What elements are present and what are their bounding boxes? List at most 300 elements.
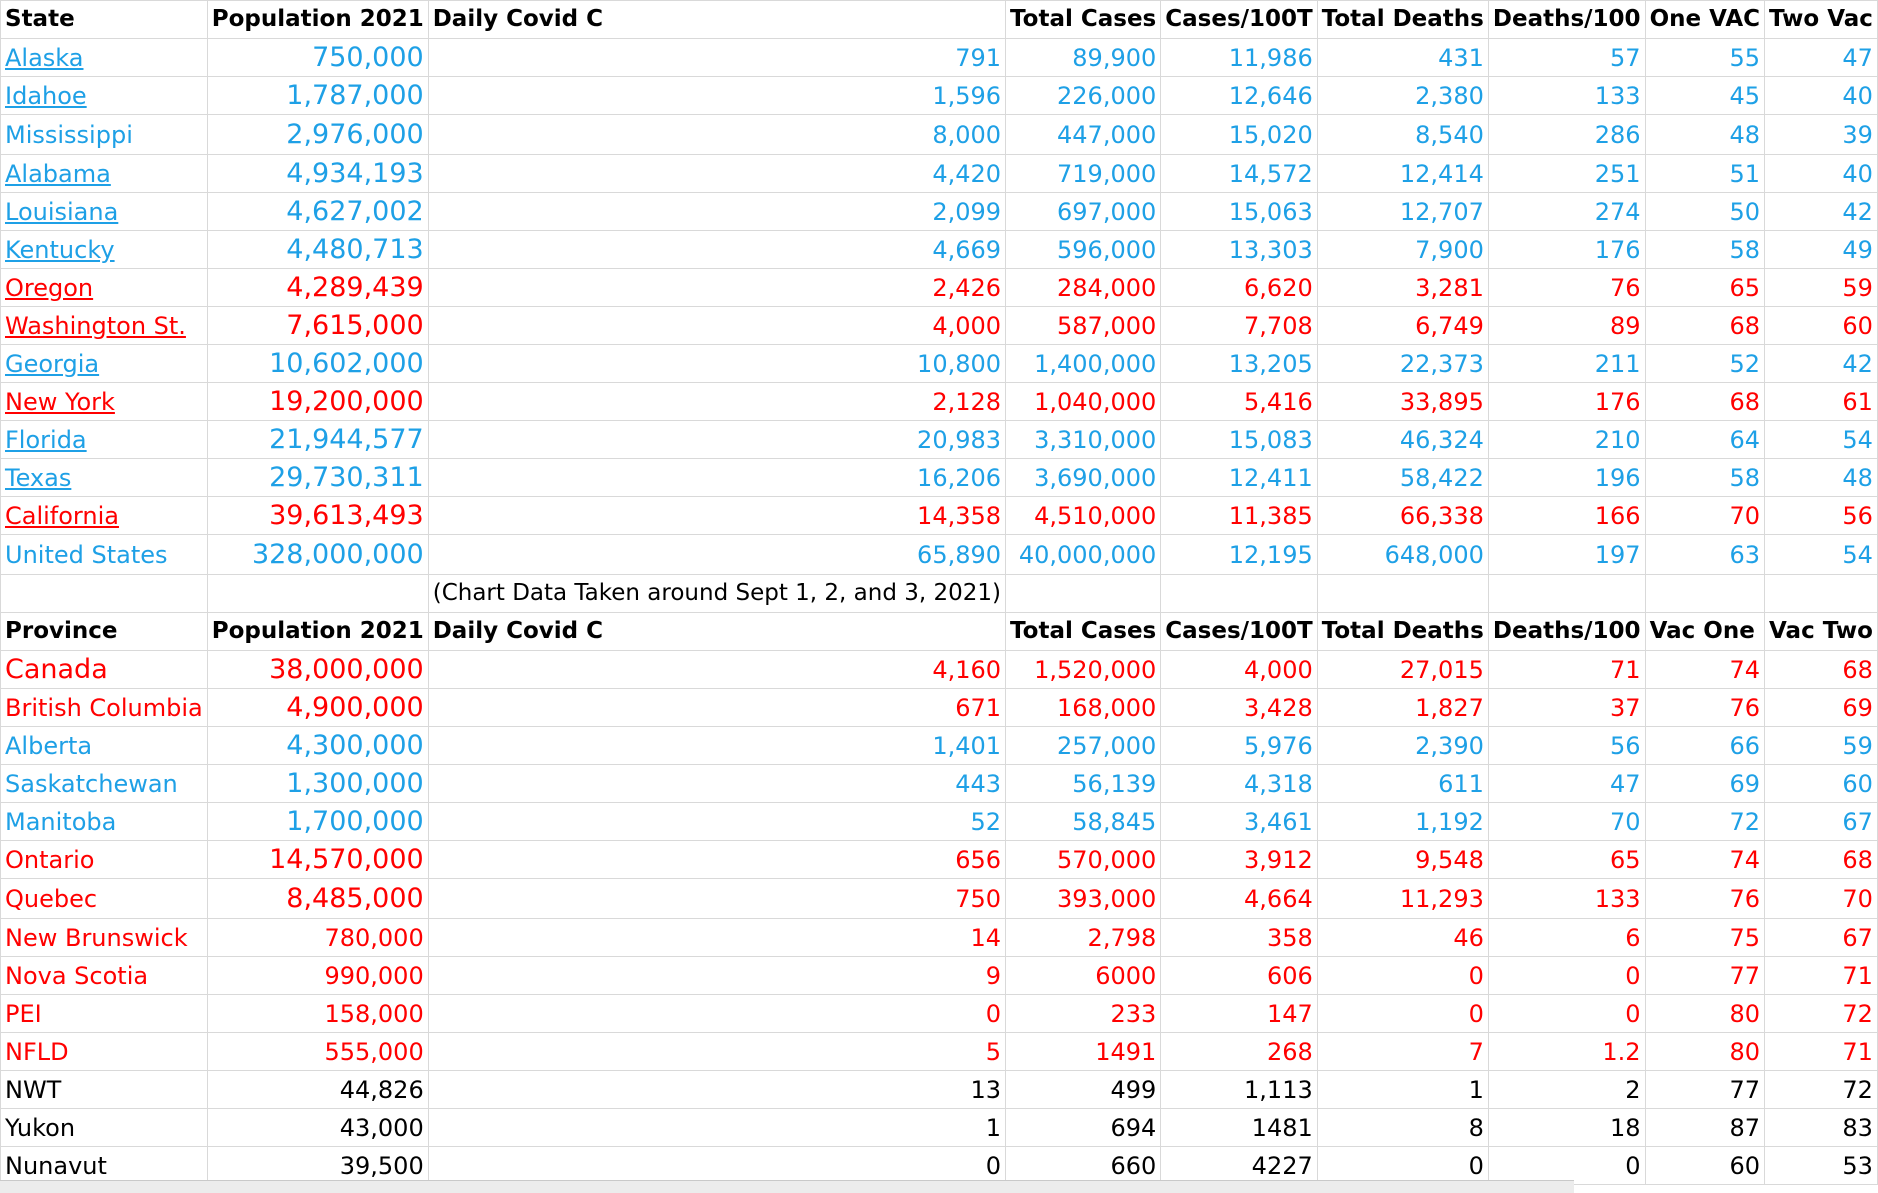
table-cell[interactable]: 555,000 [207,1033,428,1071]
table-cell[interactable]: 49 [1765,231,1878,269]
table-cell[interactable]: 210 [1488,421,1645,459]
table-cell[interactable]: 14,358 [428,497,1005,535]
table-cell[interactable]: 10,602,000 [207,345,428,383]
table-cell[interactable]: 0 [1488,957,1645,995]
empty-cell[interactable] [1006,575,1161,613]
table-cell[interactable]: 611 [1317,765,1488,803]
table-cell[interactable]: 12,411 [1161,459,1317,497]
table-cell[interactable]: 54 [1765,535,1878,575]
data-date-note[interactable]: (Chart Data Taken around Sept 1, 2, and 3, 2021) [428,575,1005,613]
column-header[interactable]: Total Cases [1006,1,1161,39]
table-cell[interactable]: 211 [1488,345,1645,383]
table-cell[interactable]: 431 [1317,39,1488,77]
table-cell[interactable]: 58 [1645,231,1764,269]
table-cell[interactable]: 67 [1765,803,1878,841]
column-header[interactable]: Total Deaths [1317,1,1488,39]
table-cell[interactable]: 89,900 [1006,39,1161,77]
table-cell[interactable]: 76 [1645,689,1764,727]
table-cell[interactable]: 656 [428,841,1005,879]
table-row [1,879,1878,919]
table-cell[interactable]: 791 [428,39,1005,77]
table-cell[interactable]: 42 [1765,193,1878,231]
table-cell[interactable]: 1,787,000 [207,77,428,115]
state-link[interactable]: Louisiana [1,193,208,231]
row-label[interactable]: Alberta [1,727,208,765]
table-cell[interactable]: 77 [1645,957,1764,995]
table-cell[interactable]: 13,303 [1161,231,1317,269]
table-cell[interactable]: 133 [1488,879,1645,919]
table-cell[interactable]: 3,310,000 [1006,421,1161,459]
table-cell[interactable]: 70 [1488,803,1645,841]
empty-cell[interactable] [1,575,208,613]
table-cell[interactable]: 14,572 [1161,155,1317,193]
table-cell[interactable]: 39,613,493 [207,497,428,535]
horizontal-scrollbar[interactable] [0,1180,1574,1193]
table-cell[interactable]: 268 [1161,1033,1317,1071]
table-cell[interactable]: 54 [1765,421,1878,459]
row-label[interactable]: Mississippi [1,115,208,155]
table-cell[interactable]: 0 [428,1147,1005,1185]
state-link[interactable]: Kentucky [1,231,208,269]
table-cell[interactable]: 87 [1645,1109,1764,1147]
column-header[interactable]: Two Vac [1765,1,1878,39]
table-cell[interactable]: 59 [1765,727,1878,765]
table-cell[interactable]: 39,500 [207,1147,428,1185]
table-cell[interactable]: 59 [1765,269,1878,307]
table-cell[interactable]: 393,000 [1006,879,1161,919]
state-link[interactable]: Oregon [1,269,208,307]
table-cell[interactable]: 58 [1645,459,1764,497]
table-row [1,231,1878,269]
table-cell[interactable]: 7,708 [1161,307,1317,345]
table-cell[interactable]: 71 [1765,957,1878,995]
table-cell[interactable]: 4,664 [1161,879,1317,919]
table-cell[interactable]: 18 [1488,1109,1645,1147]
column-header[interactable]: Vac Two [1765,613,1878,651]
table-row [1,383,1878,421]
table-cell[interactable]: 60 [1645,1147,1764,1185]
table-cell[interactable]: 20,983 [428,421,1005,459]
table-cell[interactable]: 15,083 [1161,421,1317,459]
row-label[interactable]: New Brunswick [1,919,208,957]
table-cell[interactable]: 286 [1488,115,1645,155]
empty-cell[interactable] [1645,575,1764,613]
table-cell[interactable]: 80 [1645,1033,1764,1071]
table-cell[interactable]: 5,416 [1161,383,1317,421]
table-cell[interactable]: 60 [1765,307,1878,345]
table-cell[interactable]: 8,485,000 [207,879,428,919]
table-cell[interactable]: 147 [1161,995,1317,1033]
table-cell[interactable]: 71 [1765,1033,1878,1071]
table-cell[interactable]: 4,900,000 [207,689,428,727]
table-cell[interactable]: 1,401 [428,727,1005,765]
table-cell[interactable]: 43,000 [207,1109,428,1147]
table-row [1,269,1878,307]
row-label[interactable]: Canada [1,651,208,689]
table-row [1,727,1878,765]
table-cell[interactable]: 44,826 [207,1071,428,1109]
table-cell[interactable]: 65 [1645,269,1764,307]
table-cell[interactable]: 750 [428,879,1005,919]
table-cell[interactable]: 56,139 [1006,765,1161,803]
table-row [1,459,1878,497]
table-cell[interactable]: 7,900 [1317,231,1488,269]
table-cell[interactable]: 15,020 [1161,115,1317,155]
table-cell[interactable]: 1 [428,1109,1005,1147]
row-label[interactable]: Quebec [1,879,208,919]
table-cell[interactable]: 10,800 [428,345,1005,383]
table-cell[interactable]: 75 [1645,919,1764,957]
table-cell[interactable]: 65 [1488,841,1645,879]
table-cell[interactable]: 70 [1645,497,1764,535]
table-cell[interactable]: 33,895 [1317,383,1488,421]
table-cell[interactable]: 66 [1645,727,1764,765]
column-header[interactable]: Daily Covid C [428,613,1005,651]
table-cell[interactable]: 1,400,000 [1006,345,1161,383]
table-cell[interactable]: 65,890 [428,535,1005,575]
state-link[interactable]: California [1,497,208,535]
table-cell[interactable]: 80 [1645,995,1764,1033]
table-cell[interactable]: 70 [1765,879,1878,919]
column-header[interactable]: State [1,1,208,39]
table-cell[interactable]: 68 [1765,651,1878,689]
table-cell[interactable]: 69 [1765,689,1878,727]
table-cell[interactable]: 233 [1006,995,1161,1033]
table-cell[interactable]: 19,200,000 [207,383,428,421]
table-cell[interactable]: 4,289,439 [207,269,428,307]
table-cell[interactable]: 4227 [1161,1147,1317,1185]
table-cell[interactable]: 257,000 [1006,727,1161,765]
state-link[interactable]: Alaska [1,39,208,77]
table-cell[interactable]: 697,000 [1006,193,1161,231]
table-cell[interactable]: 45 [1645,77,1764,115]
table-row [1,1033,1878,1071]
table-row [1,1147,1878,1185]
column-header[interactable]: Deaths/100 [1488,1,1645,39]
table-cell[interactable]: 56 [1765,497,1878,535]
table-cell[interactable]: 77 [1645,1071,1764,1109]
table-cell[interactable]: 12,707 [1317,193,1488,231]
row-label[interactable]: Ontario [1,841,208,879]
table-cell[interactable]: 6,620 [1161,269,1317,307]
table-cell[interactable]: 358 [1161,919,1317,957]
table-cell[interactable]: 74 [1645,651,1764,689]
table-cell[interactable]: 133 [1488,77,1645,115]
table-cell[interactable]: 40 [1765,155,1878,193]
empty-cell[interactable] [1161,575,1317,613]
table-cell[interactable]: 8,540 [1317,115,1488,155]
table-row [1,497,1878,535]
table-cell[interactable]: 29,730,311 [207,459,428,497]
row-label[interactable]: Saskatchewan [1,765,208,803]
table-cell[interactable]: 3,461 [1161,803,1317,841]
table-cell[interactable]: 648,000 [1317,535,1488,575]
table-cell[interactable]: 39 [1765,115,1878,155]
table-cell[interactable]: 328,000,000 [207,535,428,575]
table-row [1,1071,1878,1109]
table-cell[interactable]: 0 [1317,1147,1488,1185]
table-cell[interactable]: 52 [428,803,1005,841]
table-cell[interactable]: 13,205 [1161,345,1317,383]
table-cell[interactable]: 13 [428,1071,1005,1109]
header-row [1,613,1878,651]
table-row [1,689,1878,727]
table-cell[interactable]: 5,976 [1161,727,1317,765]
table-cell[interactable]: 8,000 [428,115,1005,155]
table-cell[interactable]: 56 [1488,727,1645,765]
table-cell[interactable]: 2,976,000 [207,115,428,155]
table-cell[interactable]: 64 [1645,421,1764,459]
table-cell[interactable]: 53 [1765,1147,1878,1185]
table-cell[interactable]: 14 [428,919,1005,957]
state-link[interactable]: Florida [1,421,208,459]
column-header[interactable]: Population 2021 [207,1,428,39]
table-cell[interactable]: 51 [1645,155,1764,193]
table-cell[interactable]: 57 [1488,39,1645,77]
table-cell[interactable]: 58,422 [1317,459,1488,497]
table-cell[interactable]: 2,798 [1006,919,1161,957]
table-cell[interactable]: 0 [1488,1147,1645,1185]
row-label[interactable]: Yukon [1,1109,208,1147]
table-cell[interactable]: 1,596 [428,77,1005,115]
table-cell[interactable]: 48 [1645,115,1764,155]
table-cell[interactable]: 76 [1488,269,1645,307]
table-cell[interactable]: 284,000 [1006,269,1161,307]
table-cell[interactable]: 60 [1765,765,1878,803]
table-cell[interactable]: 2,390 [1317,727,1488,765]
table-cell[interactable]: 40,000,000 [1006,535,1161,575]
table-row [1,39,1878,77]
table-cell[interactable]: 89 [1488,307,1645,345]
table-cell[interactable]: 0 [1488,995,1645,1033]
column-header[interactable]: Population 2021 [207,613,428,651]
table-cell[interactable]: 4,160 [428,651,1005,689]
table-cell[interactable]: 76 [1645,879,1764,919]
table-cell[interactable]: 4,420 [428,155,1005,193]
table-cell[interactable]: 1,300,000 [207,765,428,803]
table-cell[interactable]: 671 [428,689,1005,727]
table-cell[interactable]: 69 [1645,765,1764,803]
column-header[interactable]: Daily Covid C [428,1,1005,39]
table-cell[interactable]: 9,548 [1317,841,1488,879]
table-cell[interactable]: 72 [1765,1071,1878,1109]
column-header[interactable]: Cases/100T [1161,1,1317,39]
table-cell[interactable]: 0 [428,995,1005,1033]
empty-cell[interactable] [1488,575,1645,613]
table-cell[interactable]: 1,040,000 [1006,383,1161,421]
table-cell[interactable]: 72 [1765,995,1878,1033]
table-cell[interactable]: 71 [1488,651,1645,689]
table-cell[interactable]: 990,000 [207,957,428,995]
table-cell[interactable]: 3,690,000 [1006,459,1161,497]
table-cell[interactable]: 11,986 [1161,39,1317,77]
table-cell[interactable]: 50 [1645,193,1764,231]
table-cell[interactable]: 11,385 [1161,497,1317,535]
table-cell[interactable]: 68 [1645,383,1764,421]
table-cell[interactable]: 750,000 [207,39,428,77]
table-cell[interactable]: 8 [1317,1109,1488,1147]
table-cell[interactable]: 2,099 [428,193,1005,231]
table-cell[interactable]: 52 [1645,345,1764,383]
table-cell[interactable]: 499 [1006,1071,1161,1109]
table-cell[interactable]: 46,324 [1317,421,1488,459]
table-cell[interactable]: 16,206 [428,459,1005,497]
table-cell[interactable]: 11,293 [1317,879,1488,919]
row-label[interactable]: British Columbia [1,689,208,727]
empty-cell[interactable] [207,575,428,613]
table-cell[interactable]: 0 [1317,995,1488,1033]
table-cell[interactable]: 274 [1488,193,1645,231]
table-cell[interactable]: 197 [1488,535,1645,575]
state-link[interactable]: Georgia [1,345,208,383]
table-cell[interactable]: 4,000 [428,307,1005,345]
table-cell[interactable]: 596,000 [1006,231,1161,269]
table-cell[interactable]: 1491 [1006,1033,1161,1071]
table-cell[interactable]: 443 [428,765,1005,803]
row-label[interactable]: Manitoba [1,803,208,841]
table-cell[interactable]: 1,192 [1317,803,1488,841]
row-label[interactable]: United States [1,535,208,575]
table-cell[interactable]: 4,000 [1161,651,1317,689]
table-cell[interactable]: 6,749 [1317,307,1488,345]
table-cell[interactable]: 12,414 [1317,155,1488,193]
table-cell[interactable]: 2,380 [1317,77,1488,115]
table-cell[interactable]: 3,912 [1161,841,1317,879]
table-cell[interactable]: 4,318 [1161,765,1317,803]
table-cell[interactable]: 12,195 [1161,535,1317,575]
table-cell[interactable]: 176 [1488,231,1645,269]
table-cell[interactable]: 12,646 [1161,77,1317,115]
empty-cell[interactable] [1765,575,1878,613]
table-cell[interactable]: 48 [1765,459,1878,497]
table-cell[interactable]: 4,627,002 [207,193,428,231]
table-cell[interactable]: 3,428 [1161,689,1317,727]
table-cell[interactable]: 780,000 [207,919,428,957]
table-row [1,155,1878,193]
table-cell[interactable]: 47 [1765,39,1878,77]
table-cell[interactable]: 1,827 [1317,689,1488,727]
table-cell[interactable]: 694 [1006,1109,1161,1147]
table-cell[interactable]: 168,000 [1006,689,1161,727]
table-cell[interactable]: 3,281 [1317,269,1488,307]
table-cell[interactable]: 176 [1488,383,1645,421]
table-cell[interactable]: 55 [1645,39,1764,77]
state-link[interactable]: Alabama [1,155,208,193]
row-label[interactable]: Nova Scotia [1,957,208,995]
table-cell[interactable]: 7 [1317,1033,1488,1071]
table-cell[interactable]: 72 [1645,803,1764,841]
state-link[interactable]: New York [1,383,208,421]
table-cell[interactable]: 0 [1317,957,1488,995]
table-cell[interactable]: 1.2 [1488,1033,1645,1071]
table-cell[interactable]: 68 [1645,307,1764,345]
state-link[interactable]: Idahoe [1,77,208,115]
table-cell[interactable]: 5 [428,1033,1005,1071]
table-cell[interactable]: 6 [1488,919,1645,957]
row-label[interactable]: NFLD [1,1033,208,1071]
table-row [1,995,1878,1033]
table-cell[interactable]: 63 [1645,535,1764,575]
table-cell[interactable]: 4,510,000 [1006,497,1161,535]
table-cell[interactable]: 83 [1765,1109,1878,1147]
row-label[interactable]: Nunavut [1,1147,208,1185]
table-cell[interactable]: 226,000 [1006,77,1161,115]
table-row [1,345,1878,383]
state-link[interactable]: Texas [1,459,208,497]
table-cell[interactable]: 15,063 [1161,193,1317,231]
table-cell[interactable]: 587,000 [1006,307,1161,345]
table-cell[interactable]: 1,700,000 [207,803,428,841]
column-header[interactable]: One VAC [1645,1,1764,39]
table-cell[interactable]: 166 [1488,497,1645,535]
table-cell[interactable]: 4,480,713 [207,231,428,269]
table-row [1,1109,1878,1147]
table-cell[interactable]: 68 [1765,841,1878,879]
table-cell[interactable]: 1,113 [1161,1071,1317,1109]
table-cell[interactable]: 27,015 [1317,651,1488,689]
table-cell[interactable]: 61 [1765,383,1878,421]
table-cell[interactable]: 37 [1488,689,1645,727]
table-cell[interactable]: 40 [1765,77,1878,115]
table-row [1,841,1878,879]
table-cell[interactable]: 660 [1006,1147,1161,1185]
table-cell[interactable]: 1,520,000 [1006,651,1161,689]
table-cell[interactable]: 9 [428,957,1005,995]
table-row [1,115,1878,155]
table-cell[interactable]: 570,000 [1006,841,1161,879]
column-header[interactable]: Vac One [1645,613,1764,651]
table-cell[interactable]: 447,000 [1006,115,1161,155]
table-cell[interactable]: 14,570,000 [207,841,428,879]
table-cell[interactable]: 606 [1161,957,1317,995]
column-header[interactable]: Cases/100T [1161,613,1317,651]
column-header[interactable]: Province [1,613,208,651]
table-cell[interactable]: 22,373 [1317,345,1488,383]
state-link[interactable]: Washington St. [1,307,208,345]
table-cell[interactable]: 38,000,000 [207,651,428,689]
table-cell[interactable]: 1 [1317,1071,1488,1109]
table-cell[interactable]: 66,338 [1317,497,1488,535]
table-cell[interactable]: 21,944,577 [207,421,428,459]
column-header[interactable]: Total Cases [1006,613,1161,651]
table-cell[interactable]: 46 [1317,919,1488,957]
table-cell[interactable]: 196 [1488,459,1645,497]
table-cell[interactable]: 6000 [1006,957,1161,995]
row-label[interactable]: PEI [1,995,208,1033]
table-cell[interactable]: 1481 [1161,1109,1317,1147]
row-label[interactable]: NWT [1,1071,208,1109]
table-cell[interactable]: 74 [1645,841,1764,879]
table-cell[interactable]: 2 [1488,1071,1645,1109]
table-cell[interactable]: 47 [1488,765,1645,803]
column-header[interactable]: Total Deaths [1317,613,1488,651]
table-cell[interactable]: 251 [1488,155,1645,193]
table-cell[interactable]: 158,000 [207,995,428,1033]
table-row [1,307,1878,345]
table-cell[interactable]: 4,934,193 [207,155,428,193]
table-cell[interactable]: 4,300,000 [207,727,428,765]
table-cell[interactable]: 719,000 [1006,155,1161,193]
table-cell[interactable]: 2,128 [428,383,1005,421]
table-cell[interactable]: 7,615,000 [207,307,428,345]
table-cell[interactable]: 2,426 [428,269,1005,307]
table-cell[interactable]: 67 [1765,919,1878,957]
table-cell[interactable]: 58,845 [1006,803,1161,841]
empty-cell[interactable] [1317,575,1488,613]
table-cell[interactable]: 42 [1765,345,1878,383]
table-cell[interactable]: 4,669 [428,231,1005,269]
column-header[interactable]: Deaths/100 [1488,613,1645,651]
